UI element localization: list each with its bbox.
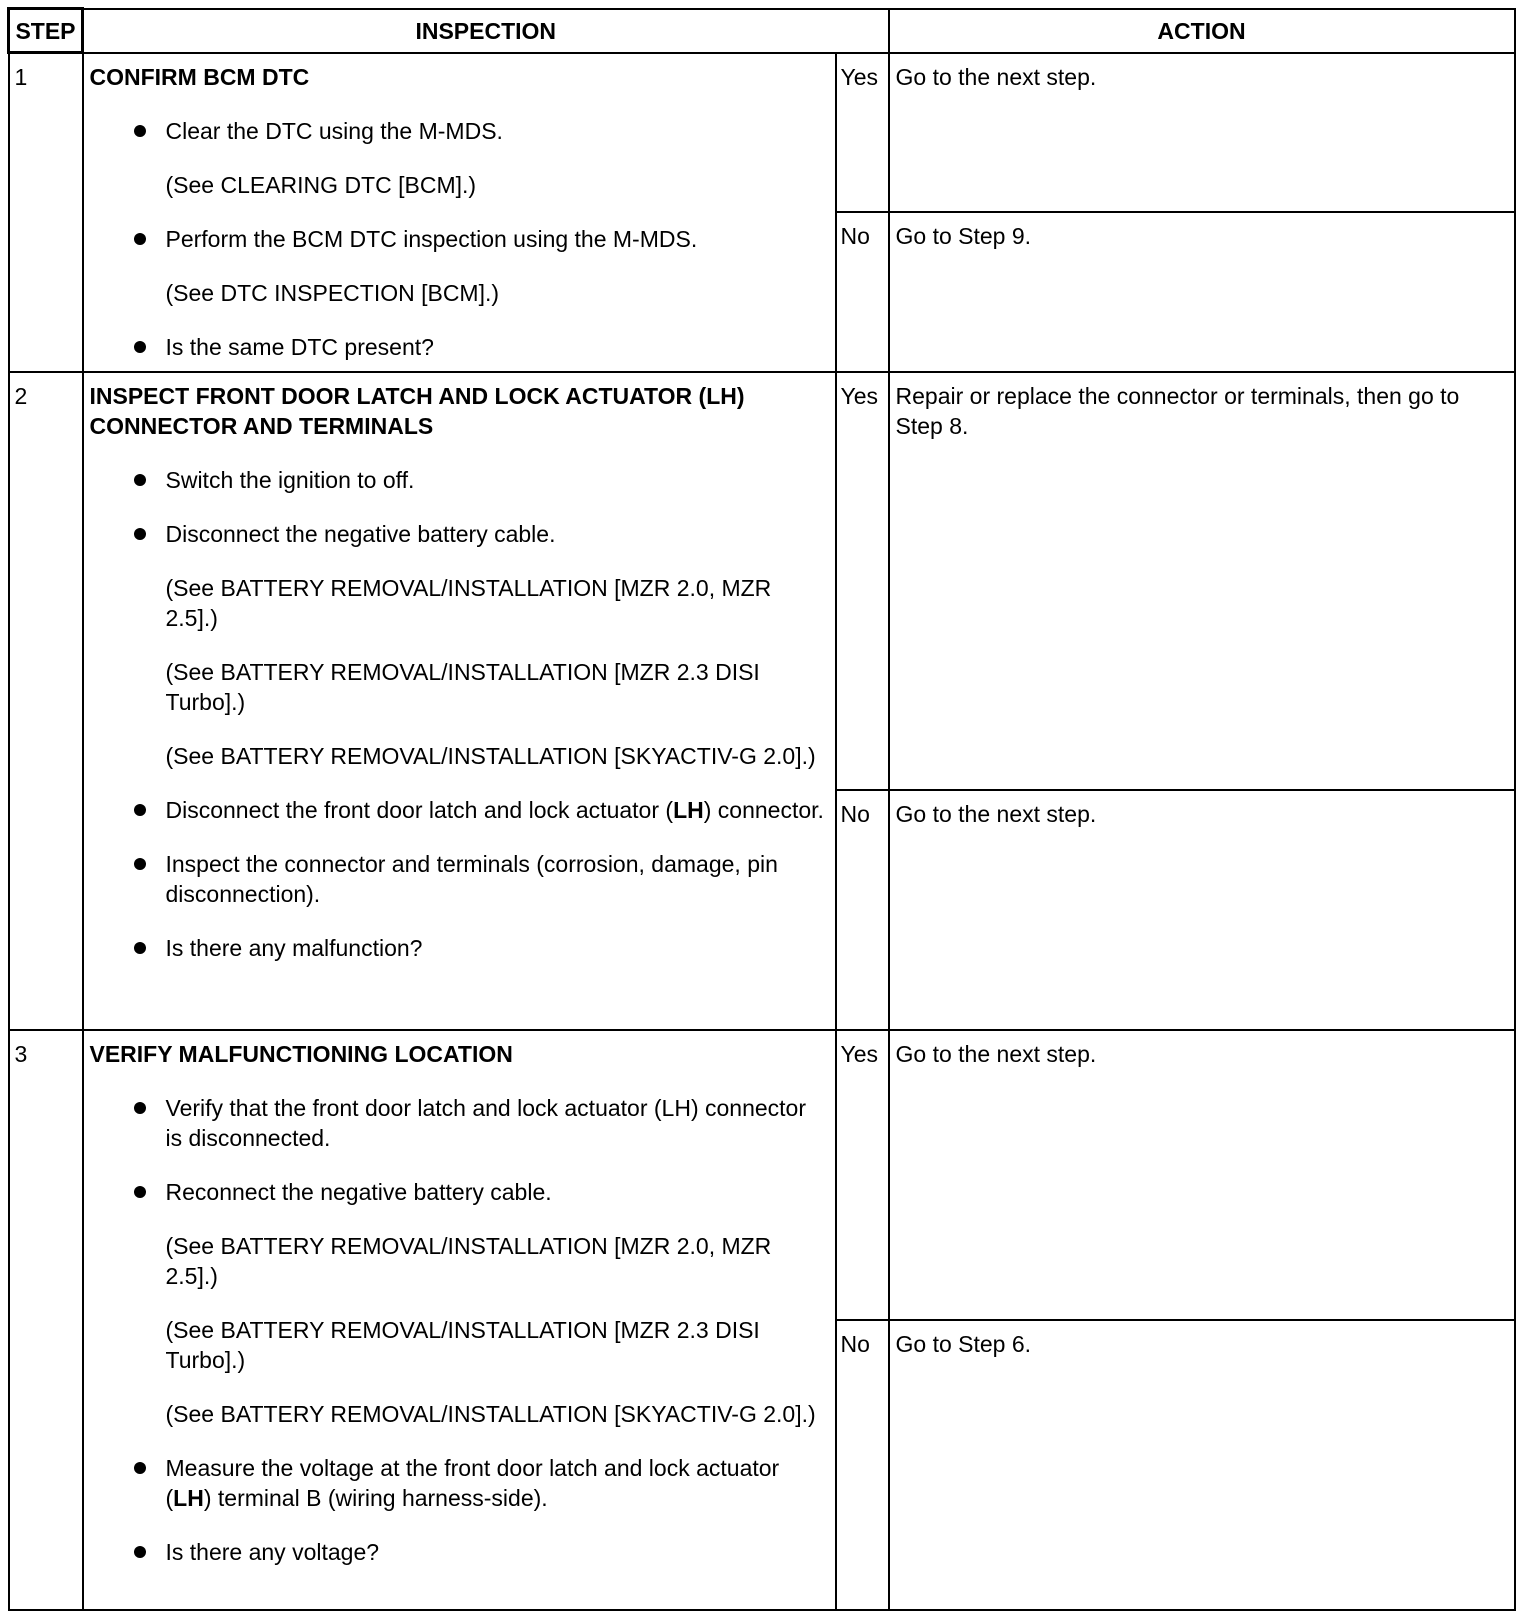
- list-item: Disconnect the negative battery cable.: [90, 519, 829, 549]
- lh-label: LH: [673, 796, 704, 823]
- yes-action: Repair or replace the connector or terminals, then go to Step 8.: [889, 372, 1515, 790]
- diagnostic-procedure-table: [7, 7, 1516, 1611]
- list-item: [90, 795, 829, 825]
- header-step: STEP: [9, 9, 83, 53]
- list-item: Reconnect the negative battery cable.: [90, 1177, 829, 1207]
- yes-action: Go to the next step.: [889, 53, 1515, 212]
- lh-label: LH: [173, 1484, 204, 1511]
- inspection-cell: [83, 53, 836, 372]
- yes-label: Yes: [836, 53, 889, 212]
- list-item: Verify that the front door latch and lock actuator (LH) connector is disconnected.: [90, 1093, 829, 1153]
- reference-text: (See BATTERY REMOVAL/INSTALLATION [MZR 2.3 DISI Turbo].): [165, 658, 760, 715]
- list-item-text: Measure the voltage at the front door latch and lock actuator (: [165, 1454, 780, 1511]
- list-item: Clear the DTC using the M-MDS.: [90, 116, 829, 146]
- yes-label: Yes: [836, 1030, 889, 1320]
- reference-text: (See DTC INSPECTION [BCM].): [165, 279, 500, 306]
- no-action: Go to Step 6.: [889, 1320, 1515, 1610]
- inspection-cell: [83, 372, 836, 1030]
- table-row: [9, 1030, 1515, 1320]
- header-row: [9, 9, 1515, 53]
- list-item: Inspect the connector and terminals (corrosion, damage, pin disconnection).: [90, 849, 829, 909]
- step-number: 3: [9, 1030, 83, 1610]
- step-title: VERIFY MALFUNCTIONING LOCATION: [89, 1040, 513, 1067]
- inspection-cell: [83, 1030, 836, 1610]
- reference-text: (See CLEARING DTC [BCM].): [165, 171, 477, 198]
- reference-text: (See BATTERY REMOVAL/INSTALLATION [MZR 2.0, MZR 2.5].): [165, 1232, 772, 1289]
- yes-label: Yes: [836, 372, 889, 790]
- list-item: Is the same DTC present?: [90, 332, 829, 362]
- header-action: ACTION: [889, 9, 1515, 53]
- table-row: [9, 53, 1515, 212]
- no-label: No: [836, 212, 889, 372]
- reference-text: (See BATTERY REMOVAL/INSTALLATION [MZR 2.0, MZR 2.5].): [165, 574, 772, 631]
- step-title: CONFIRM BCM DTC: [89, 63, 310, 90]
- list-item: Switch the ignition to off.: [90, 465, 829, 495]
- list-item: Perform the BCM DTC inspection using the M-MDS.: [90, 224, 829, 254]
- no-action: Go to the next step.: [889, 790, 1515, 1030]
- reference-text: (See BATTERY REMOVAL/INSTALLATION [SKYACTIV-G 2.0].): [165, 1400, 816, 1427]
- no-label: No: [836, 790, 889, 1030]
- reference-text: (See BATTERY REMOVAL/INSTALLATION [MZR 2.3 DISI Turbo].): [165, 1316, 760, 1373]
- step-number: 2: [9, 372, 83, 1030]
- step-number: 1: [9, 53, 83, 372]
- step-title: INSPECT FRONT DOOR LATCH AND LOCK ACTUATOR (LH) CONNECTOR AND TERMINALS: [89, 382, 745, 439]
- list-item-text: ) connector.: [703, 796, 824, 823]
- list-item: [90, 1453, 829, 1513]
- no-label: No: [836, 1320, 889, 1610]
- header-inspection: INSPECTION: [83, 9, 889, 53]
- no-action: Go to Step 9.: [889, 212, 1515, 372]
- reference-text: (See BATTERY REMOVAL/INSTALLATION [SKYACTIV-G 2.0].): [165, 742, 816, 769]
- list-item: Is there any malfunction?: [90, 933, 829, 963]
- list-item-text: Disconnect the front door latch and lock actuator (: [165, 796, 674, 823]
- list-item-text: ) terminal B (wiring harness-side).: [203, 1484, 548, 1511]
- list-item: Is there any voltage?: [90, 1537, 829, 1567]
- table-row: [9, 372, 1515, 790]
- yes-action: Go to the next step.: [889, 1030, 1515, 1320]
